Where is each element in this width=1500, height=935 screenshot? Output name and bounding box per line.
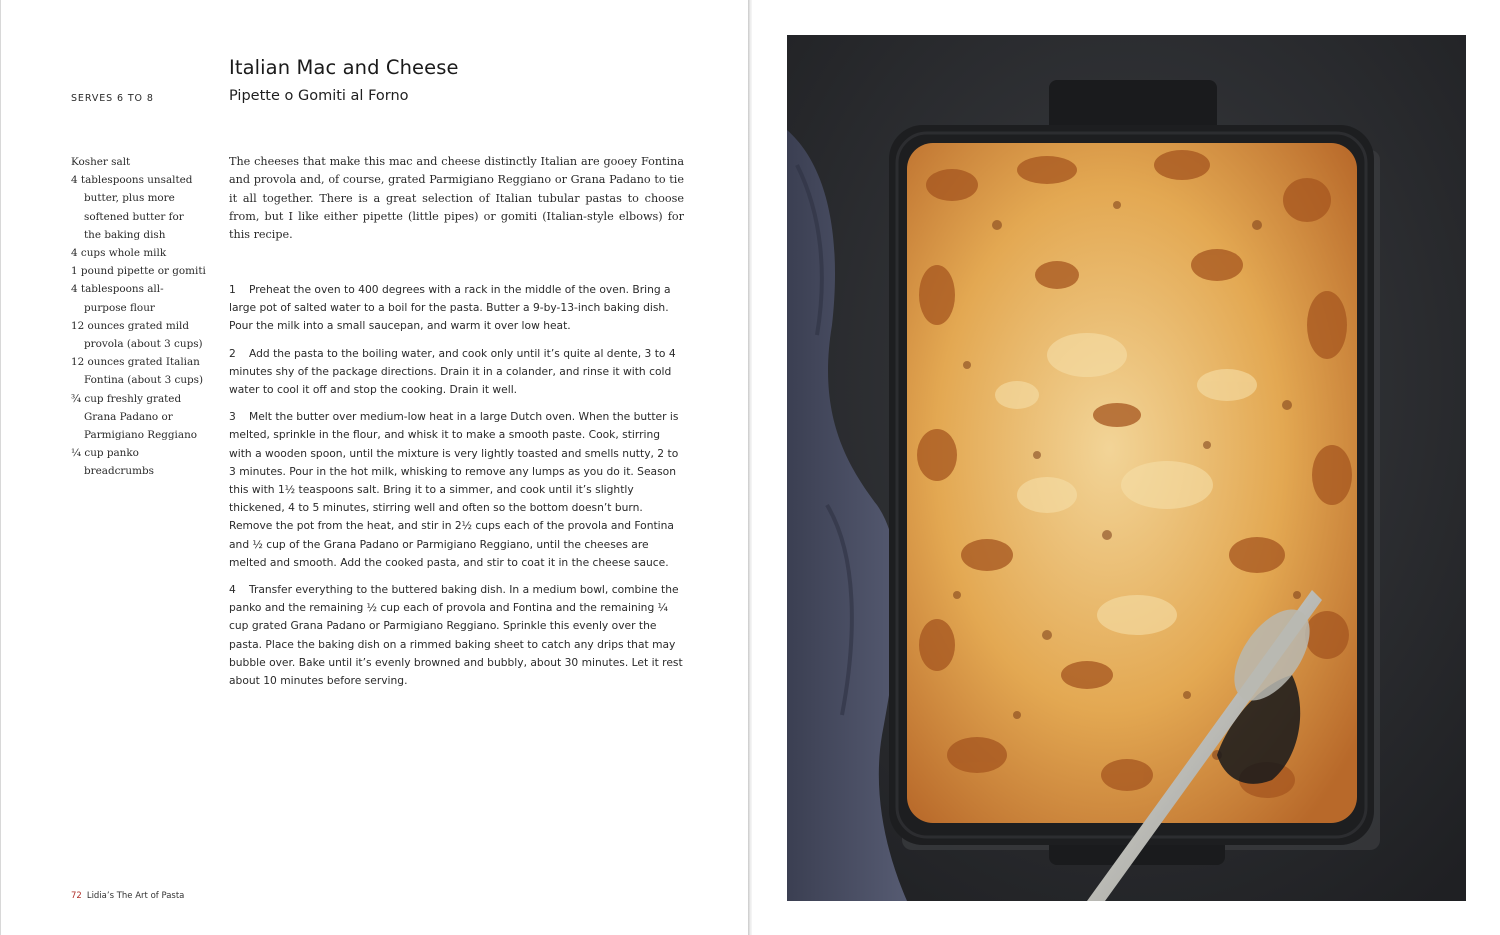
step-number: 1 [229,283,236,296]
serves-label: SERVES 6 TO 8 [71,93,154,104]
step-text: Preheat the oven to 400 degrees with a rack in the middle of the oven. Bring a large pot of salted water to a boil for the pasta. Butter a 9-by-13-inch baking dish. Pour the milk into a small saucepan, and warm it over low heat. [229,283,671,333]
method-step [229,581,684,690]
ingredient-item: Kosher salt [71,156,131,168]
ingredient-item: 12 ounces grated Italian Fontina (about 3 cups) [71,356,204,387]
step-text: Add the pasta to the boiling water, and cook only until it’s quite al dente, 3 to 4 minutes shy of the package directions. Drain it in a colander, and rinse it with cold water to cool it off and stop the cooking. Drain it well. [229,346,676,397]
ingredient-item: 1 pound pipette or gomiti [71,265,206,278]
recipe-intro: The cheeses that make this mac and cheese distinctly Italian are gooey Fontina and provola and, of course, grated Parmigiano Reggiano or Grana Padano to tie it all together. There is a great selection of Italian tubular pastas to choose from, but I like either pipette (little pipes) or gomiti (Italian-style elbows) for this recipe. [229,155,684,242]
ingredient-item: ¾ cup freshly grated Grana Padano or Parmigiano Reggiano [71,392,198,442]
page-number: 72 [71,891,82,901]
baked-mac-and-cheese-photo [787,35,1466,901]
page-footer [71,891,184,901]
step-text: Melt the butter over medium-low heat in a large Dutch oven. When the butter is melted, sprinkle in the flour, and whisk it to make a smooth paste. Cook, stirring with a wooden spoon, until the mixture is very lightly toasted and smells nutty, 2 to 3 minutes. Pour in the hot milk, whisking to remove any lumps as you do it. Season this with 1½ teaspoons salt. Bring it to a simmer, and cook until it’s slightly thickened, 4 to 5 minutes, stirring well and often so the bottom doesn’t burn. Remove the pot from the heat, and stir in 2½ cups each of the provola and Fontina and ½ cup of the Grana Padano or Parmigiano Reggiano, until the cheeses are melted and smooth. Add the cooked pasta, and stir to coat it in the cheese sauce. [229,410,679,569]
step-number: 3 [229,410,236,424]
step-number: 4 [229,583,236,597]
method-step [229,345,684,400]
running-book-title: Lidia’s The Art of Pasta [86,891,185,901]
ingredient-item: ¼ cup panko breadcrumbs [71,447,154,478]
recipe-title: Italian Mac and Cheese [229,56,459,79]
step-number: 2 [229,346,236,360]
method-step [229,408,684,572]
photo-illustration [787,35,1466,901]
step-text: Transfer everything to the buttered baking dish. In a medium bowl, combine the panko and the remaining ½ cup each of provola and Fontina and the remaining ¼ cup grated Grana Padano or Parmigiano Reggiano. Sprinkle this evenly over the pasta. Place the baking dish on a rimmed baking sheet to catch any drips that may bubble over. Bake until it’s evenly browned and bubbly, about 30 minutes. Let it rest about 10 minutes before serving. [229,583,683,688]
ingredient-list [71,153,216,481]
method-step [229,281,684,336]
ingredient-item: 4 tablespoons unsalted butter, plus more softened butter for the baking dish [71,174,193,241]
method-steps [229,281,684,699]
recipe-subtitle: Pipette o Gomiti al Forno [229,88,409,104]
ingredient-item: 12 ounces grated mild provola (about 3 cups) [71,319,203,351]
ingredient-item: 4 tablespoons all- purpose flour [71,283,164,314]
ingredient-item: 4 cups whole milk [71,247,167,260]
